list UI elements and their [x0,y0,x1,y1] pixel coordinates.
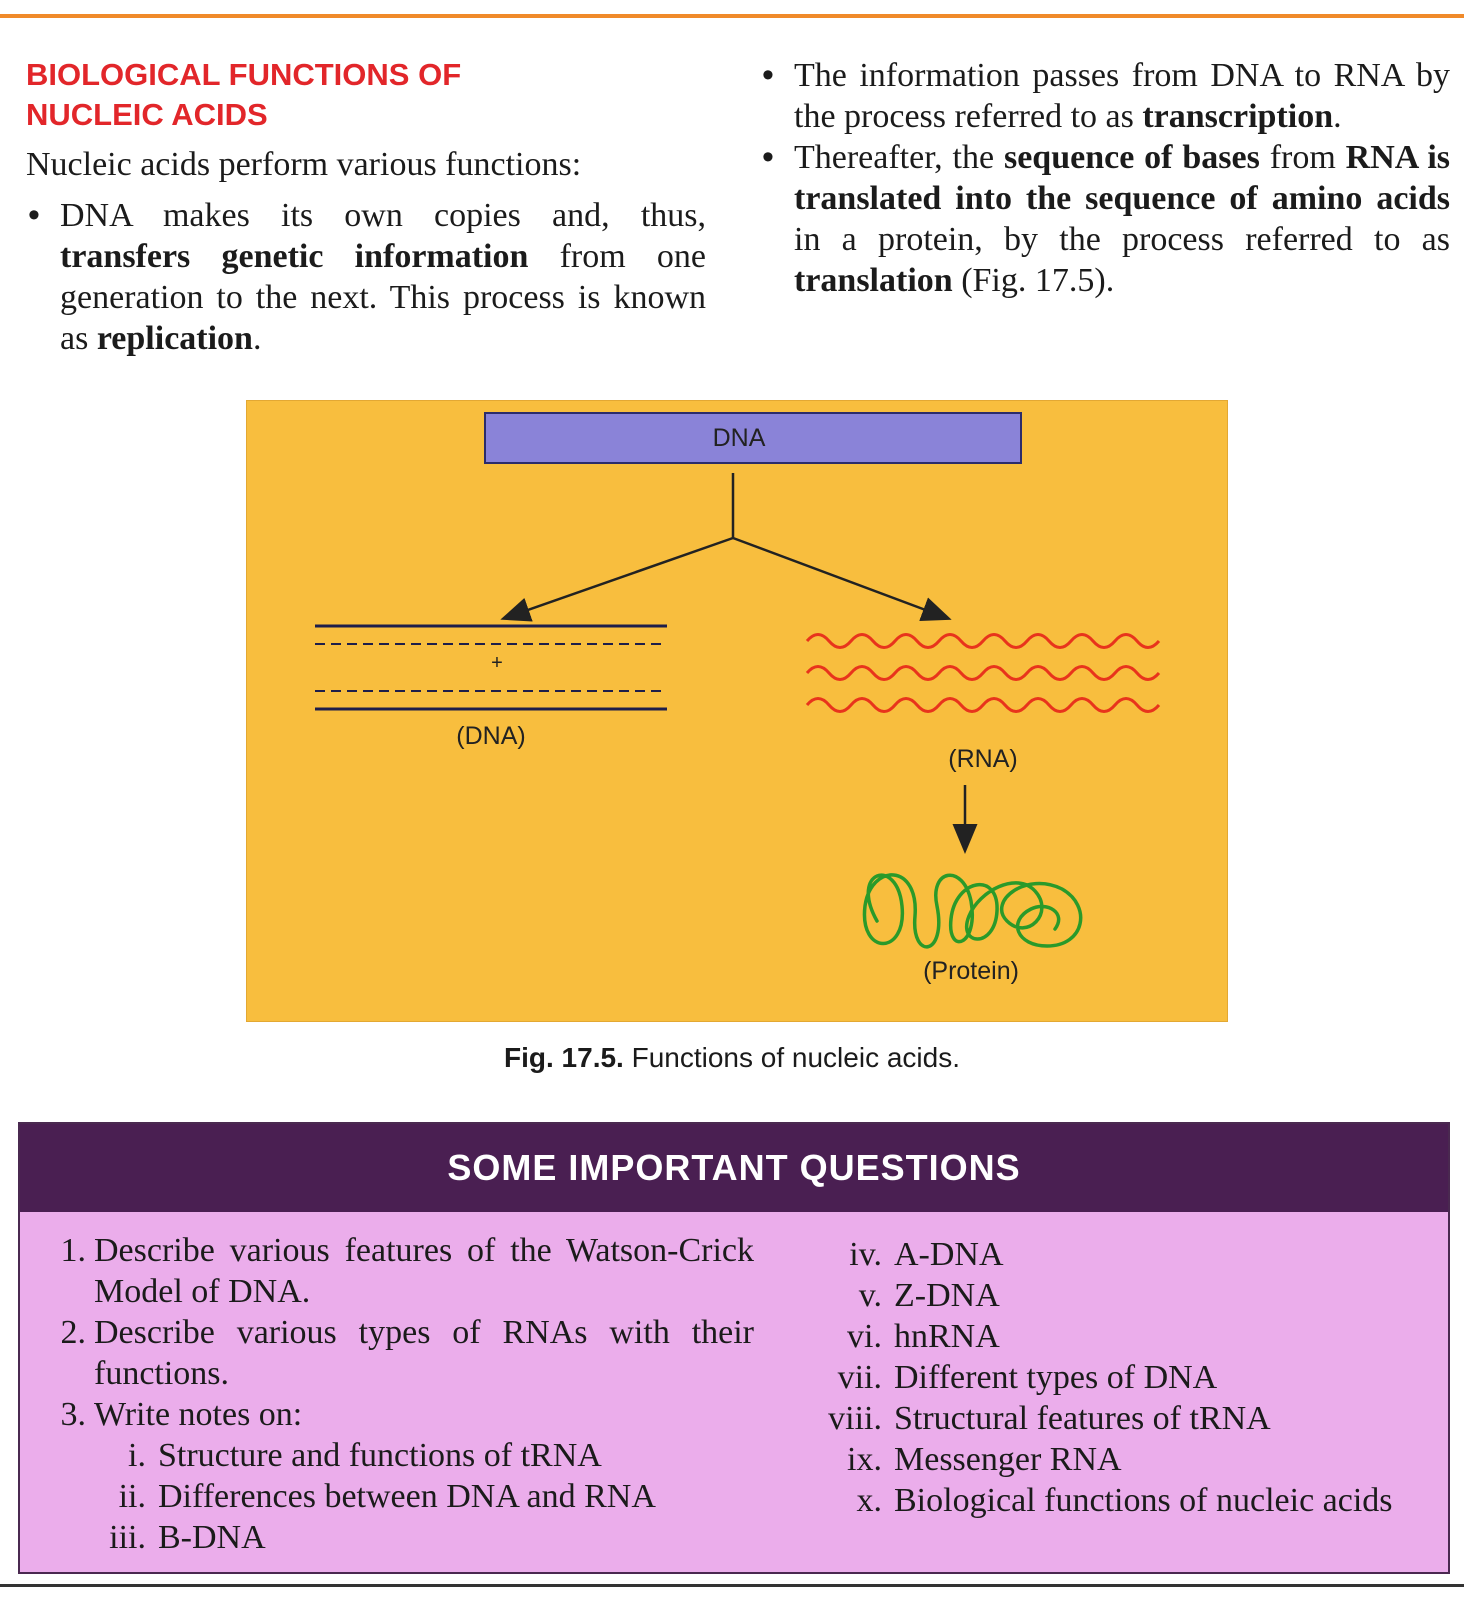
question-text: Describe various features of the Watson-Crick Model of DNA. [94,1232,754,1310]
note-number: iv. [849,1236,882,1273]
right-bullet-list [760,55,1450,301]
note-number: i. [128,1437,146,1474]
note-item [770,1398,1450,1439]
note-text: Messenger RNA [894,1441,1122,1478]
note-text: Z-DNA [894,1277,1000,1314]
questions-title: SOME IMPORTANT QUESTIONS [20,1124,1448,1212]
dna-bar-label: DNA [712,424,766,452]
figure-diagram [247,401,1227,1021]
arrow-to-dna-copy [505,538,733,618]
question-text: Describe various types of RNAs with their functions. [94,1314,754,1392]
note-item [770,1234,1450,1275]
left-bullet-list [26,195,706,359]
note-item [34,1517,754,1558]
question-text: Write notes on: [94,1396,303,1433]
bullet-text: from one generation to the next. This process is known as [60,238,706,357]
note-number: iii. [109,1519,146,1556]
bullet-bold: sequence of bases [1003,139,1260,176]
arrow-to-rna [733,538,947,618]
intro-text: Nucleic acids perform various functions: [26,146,582,183]
note-item [34,1435,754,1476]
note-number: vii. [837,1359,882,1396]
bullet-replication [26,195,706,359]
right-column [760,55,1450,301]
note-number: x. [856,1482,882,1519]
note-text: Structure and functions of tRNA [158,1437,602,1474]
note-number: v. [858,1277,882,1314]
caption-text: Functions of nucleic acids. [623,1042,960,1073]
note-text: Differences between DNA and RNA [158,1478,656,1515]
note-number: vi. [847,1318,882,1355]
question-item [34,1230,754,1312]
bullet-dot-icon: • [28,196,40,234]
protein-label: (Protein) [923,957,1019,985]
question-number: 2. [60,1314,86,1351]
question-item [34,1312,754,1394]
plus-sign: + [491,652,503,674]
bullet-bold: translation [794,262,953,299]
question-number: 3. [60,1396,86,1433]
bullet-transcription [760,55,1450,137]
note-item [770,1316,1450,1357]
question-item [34,1394,754,1435]
rna-strand [807,699,1159,712]
note-item [770,1480,1450,1521]
figure-caption [0,1042,1464,1074]
caption-label: Fig. 17.5. [504,1042,624,1073]
note-number: viii. [828,1400,882,1437]
note-number: ii. [118,1478,146,1515]
bullet-text: (Fig. 17.5). [952,262,1115,299]
note-item [34,1476,754,1517]
bottom-rule [0,1584,1464,1587]
bullet-bold: transcription [1142,98,1334,135]
note-text: Structural features of tRNA [894,1400,1271,1437]
note-text: hnRNA [894,1318,1000,1355]
rna-strand [807,635,1159,648]
top-rule [0,14,1464,18]
note-text: Biological functions of nucleic acids [894,1482,1393,1519]
note-text: Different types of DNA [894,1359,1218,1396]
rna-strand [807,667,1159,680]
bullet-text: in a protein, by the process referred to as [794,221,1450,258]
bullet-text: DNA makes its own copies and, thus, [60,197,706,234]
bullet-text: . [252,320,262,357]
bullet-text: Thereafter, the [794,139,1004,176]
questions-box [18,1122,1450,1574]
bullet-text: . [1333,98,1342,135]
question-number: 1. [60,1232,86,1269]
dna-copy-label: (DNA) [456,722,526,750]
questions-left-column [34,1230,754,1558]
bullet-bold: RNA is translated into the sequence of amino acids [794,139,1451,217]
questions-right-column [770,1234,1450,1521]
figure-nucleic-acid-functions [246,400,1228,1022]
note-number: ix. [847,1441,882,1478]
heading-line-2: NUCLEIC ACIDS [26,97,268,132]
bullet-translation [760,137,1450,301]
bullet-text: from [1259,139,1346,176]
note-item [770,1439,1450,1480]
bullet-dot-icon: • [762,138,774,176]
section-heading [26,55,546,135]
bullet-bold: transfers genetic information [60,238,529,275]
bullet-text: The information passes from DNA to RNA by the process referred to as [794,57,1450,135]
note-item [770,1357,1450,1398]
heading-line-1: BIOLOGICAL FUNCTIONS OF [26,57,462,92]
note-text: B-DNA [158,1519,266,1556]
left-column [26,55,706,359]
protein-coil [864,875,1080,947]
note-item [770,1275,1450,1316]
note-text: A-DNA [894,1236,1004,1273]
bullet-bold: replication [96,320,253,357]
bullet-dot-icon: • [762,56,774,94]
rna-label: (RNA) [948,745,1018,773]
